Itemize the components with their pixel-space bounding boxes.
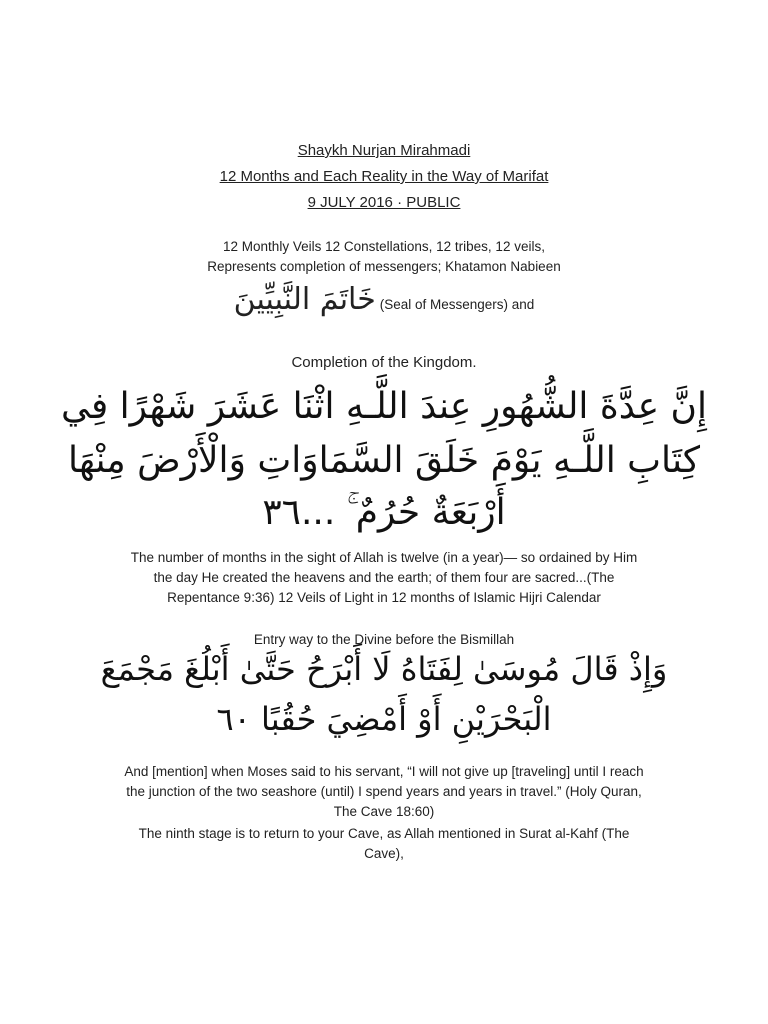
completion-text: Completion of the Kingdom. — [291, 354, 477, 371]
verse1-translation-line-1: The number of months in the sight of Allah is twelve (in a year)— so ordained by Him — [130, 550, 638, 565]
verse2-translation-line-3: The Cave 18:60) — [333, 804, 435, 819]
intro-line-1: 12 Monthly Veils 12 Constellations, 12 tribes, 12 veils, — [223, 239, 545, 254]
intro-line-2: Represents completion of messengers; Khatamon Nabieen — [207, 259, 561, 274]
verse1-translation-line-3: Repentance 9:36) 12 Veils of Light in 12 months of Islamic Hijri Calendar — [167, 590, 601, 605]
verse1-translation-line-2: the day He created the heavens and the earth; of them four are sacred...(The — [153, 570, 615, 585]
cave-note-line-1: The ninth stage is to return to your Cave, as Allah mentioned in Surat al-Kahf (The — [138, 826, 630, 841]
verse2-intro: Entry way to the Divine before the Bismillah — [253, 632, 515, 647]
arabic-seal-text: خَاتَمَ النَّبِيِّينَ — [233, 282, 376, 317]
verse1-arabic-line-2: كِتَابِ اللَّـهِ يَوْمَ خَلَقَ السَّمَاوَاتِ وَالْأَرْضَ مِنْهَا — [67, 440, 701, 481]
seal-row — [40, 282, 728, 317]
verse2-arabic-line-2: الْبَحْرَيْنِ أَوْ أَمْضِيَ حُقُبًا ٦٠ — [216, 700, 552, 738]
cave-note-line-2: Cave), — [364, 846, 404, 861]
verse2-translation-line-2: the junction of the two seashore (until) I spend years and years in travel.” (Holy Quran, — [126, 784, 642, 799]
date-line: 9 JULY 2016 · PUBLIC — [307, 194, 461, 211]
seal-label: (Seal of Messengers) and — [379, 297, 535, 312]
page-title: 12 Months and Each Reality in the Way of Marifat — [219, 168, 549, 185]
verse1-arabic-line-3: أَرْبَعَةٌ حُرُمٌ ۚ ...٣٦ — [262, 492, 506, 533]
verse1-arabic-line-1: إِنَّ عِدَّةَ الشُّهُورِ عِندَ اللَّـهِ اثْنَا عَشَرَ شَهْرًا فِي — [60, 386, 707, 427]
verse2-translation-line-1: And [mention] when Moses said to his servant, “I will not give up [traveling] until I reach — [124, 764, 644, 779]
verse2-arabic-line-1: وَإِذْ قَالَ مُوسَىٰ لِفَتَاهُ لَا أَبْرَحُ حَتَّىٰ أَبْلُغَ مَجْمَعَ — [100, 650, 668, 688]
author-heading: Shaykh Nurjan Mirahmadi — [297, 142, 471, 159]
